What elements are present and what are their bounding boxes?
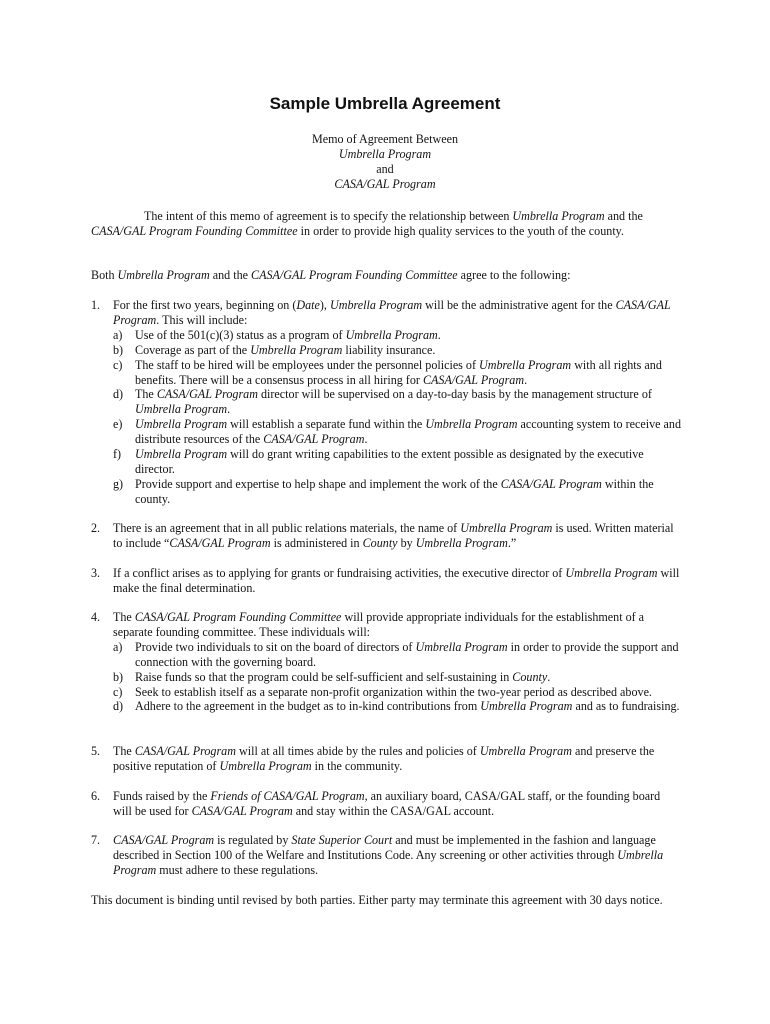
sub-item: a) Provide two individuals to sit on the board of directors of Umbrella Program in order to provide the support and connection with the governing board. [113,639,679,669]
list-item [91,833,681,878]
sub-item: c) Seek to establish itself as a separate non-profit organization within the two-year period as described above. [113,684,652,699]
list-item [91,744,681,774]
item-number: 5. [91,744,101,758]
closing-paragraph: This document is binding until revised by both parties. Either party may terminate this agreement with 30 days notice. [91,893,663,907]
sub-item: f) Umbrella Program will do grant writing capabilities to the extent possible as designated by the executive director. [113,447,644,476]
item-text: If a conflict arises as to applying for grants or fundraising activities, the executive director of Umbrella Program will make the final determination. [113,566,680,595]
list-item [91,789,681,819]
list-item [91,566,681,596]
item-number: 2. [91,521,101,535]
sub-item: c) The staff to be hired will be employees under the personnel policies of Umbrella Program with all rights and benefits. There will be a consensus process in all hiring for CASA/GAL Program. [113,357,662,387]
intro-paragraph: The intent of this memo of agreement is to specify the relationship between Umbrella Program and the CASA/GAL Program Founding Committee in order to provide high quality services to the youth of the county. [91,209,643,238]
item-number: 1. [91,298,101,312]
item-text: CASA/GAL Program is regulated by State Superior Court and must be implemented in the fashion and language described in Section 100 of the Welfare and Institutions Code. Any screening or other activities through Umbrella Program must adhere to these regulations. [113,833,664,877]
item-text: For the first two years, beginning on (Date), Umbrella Program will be the administrative agent for the CASA/GAL Program. This will include: [113,298,671,327]
sub-item: d) Adhere to the agreement in the budget as to in-kind contributions from Umbrella Program and as to fundraising. [113,699,680,714]
item-text: Funds raised by the Friends of CASA/GAL Program, an auxiliary board, CASA/GAL staff, or the founding board will be used for CASA/GAL Program and stay within the CASA/GAL account. [113,789,661,818]
agreement-lead-paragraph: Both Umbrella Program and the CASA/GAL Program Founding Committee agree to the following: [91,268,571,282]
sub-item: e) Umbrella Program will establish a separate fund within the Umbrella Program accounting system to receive and distribute resources of the CASA/GAL Program. [113,417,682,447]
memo-party-2: CASA/GAL Program [334,177,436,191]
memo-heading [0,132,770,192]
item-text: The CASA/GAL Program will at all times abide by the rules and policies of Umbrella Program and preserve the positive reputation of Umbrella Program in the community. [113,744,655,773]
list-item [91,610,681,714]
list-item [91,298,681,507]
memo-line: and [376,162,394,176]
sub-list [113,640,681,715]
sub-item: g) Provide support and expertise to help shape and implement the work of the CASA/GAL Program within the county. [113,476,654,506]
list-item [91,521,681,551]
sub-item: d) The CASA/GAL Program director will be supervised on a day-to-day basis by the management structure of Umbrella Program. [113,387,652,417]
item-number: 4. [91,610,101,624]
item-number: 7. [91,833,101,847]
memo-line: Memo of Agreement Between [311,132,459,146]
item-number: 3. [91,566,101,580]
item-text: The CASA/GAL Program Founding Committee will provide appropriate individuals for the establishment of a separate founding committee. These individuals will: [113,610,645,639]
sub-item: a) Use of the 501(c)(3) status as a program of Umbrella Program. [113,327,441,342]
sub-item: b) Coverage as part of the Umbrella Program liability insurance. [113,342,436,357]
sub-item: b) Raise funds so that the program could be self-sufficient and self-sustaining in County. [113,669,551,684]
item-number: 6. [91,789,101,803]
item-text: There is an agreement that in all public relations materials, the name of Umbrella Program is used. Written material to include “CASA/GAL Program is administered in County by Umbrella Program.” [113,521,674,550]
document-title: Sample Umbrella Agreement [269,94,501,113]
sub-list [113,328,681,507]
memo-party-1: Umbrella Program [338,147,432,161]
